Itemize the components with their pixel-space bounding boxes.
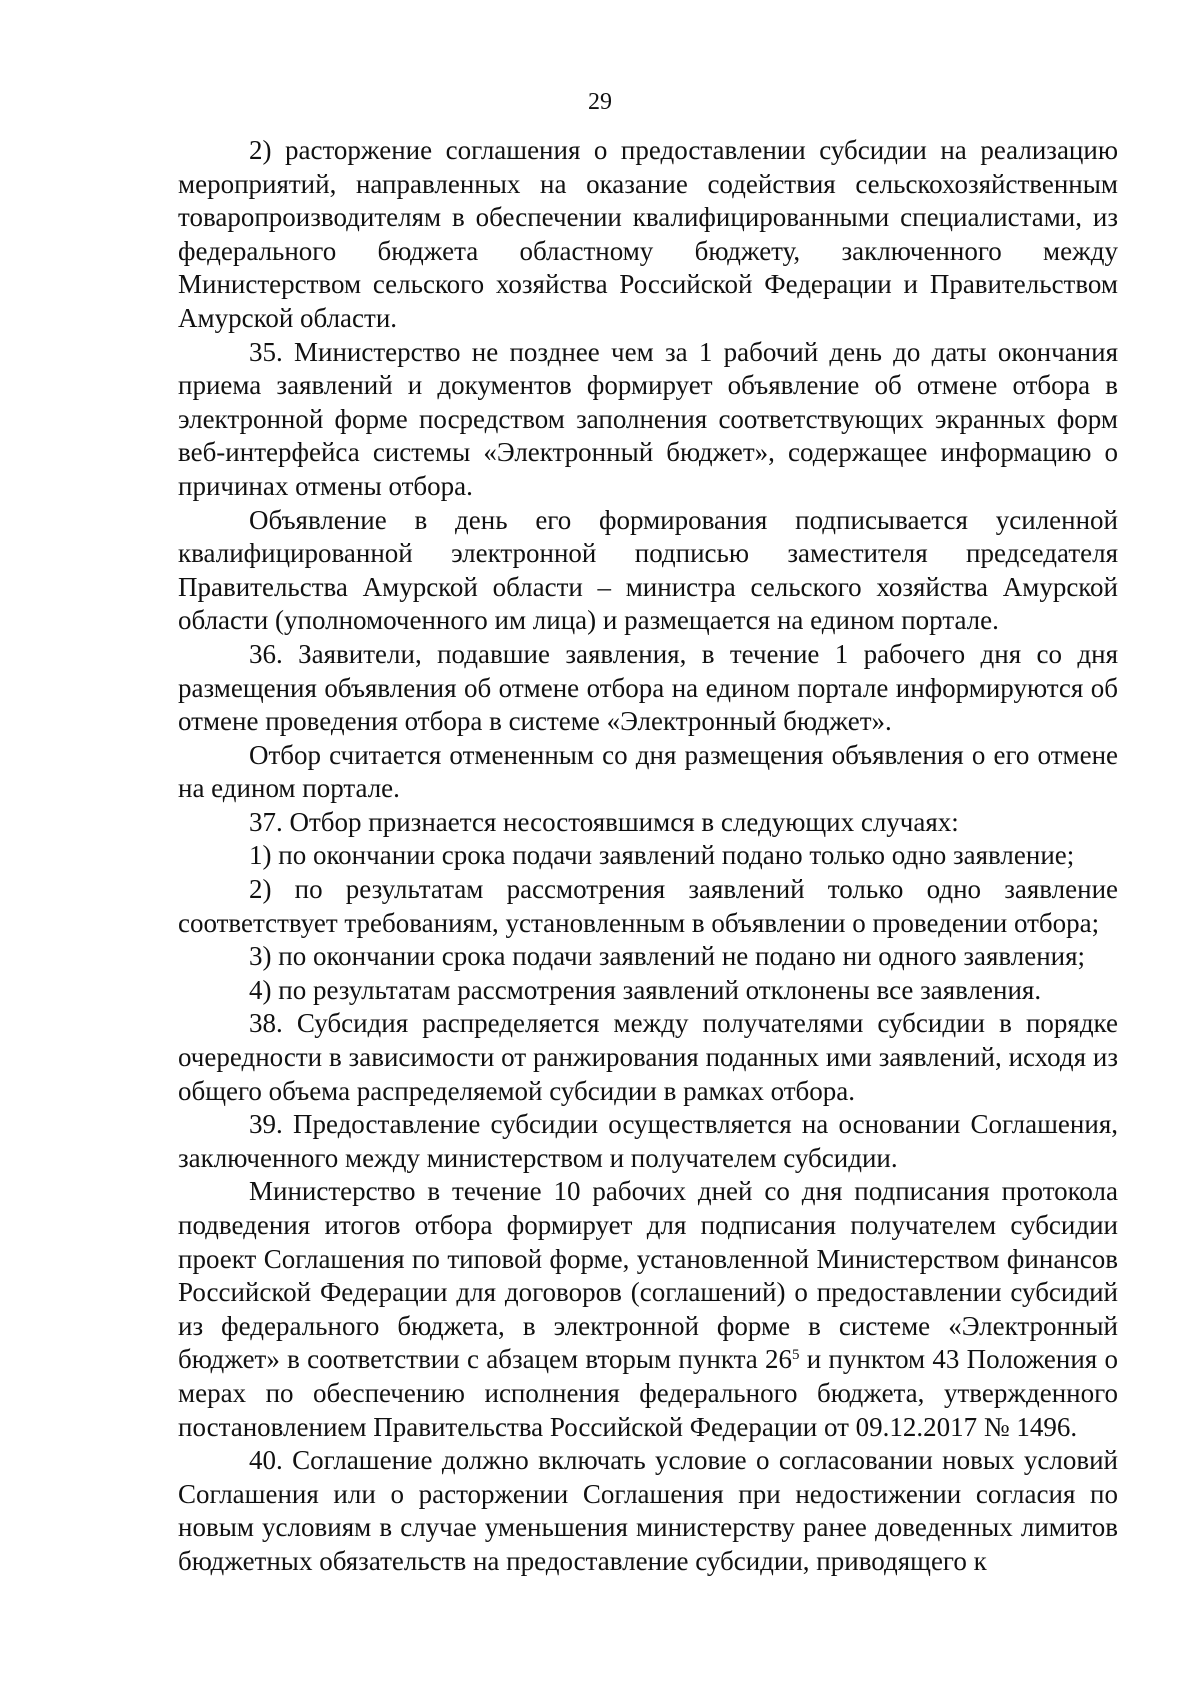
paragraph-agreement-text-end: и пунктом 43 Положения о мерах по обеспечению исполнения федерального бюджета, утвержденного постановлением Правительства Российской Федерации от 09.12.2017 № 1496. xyxy=(178,1344,1118,1442)
paragraph-35: 35. Министерство не позднее чем за 1 рабочий день до даты окончания приема заявлений и документов формирует объявление об отмене отбора в электронной форме посредством заполнения соответствующих экранных форм веб-интерфейса системы «Электронный бюджет», содержащее информацию о причинах отмены отбора. xyxy=(178,336,1118,501)
paragraph-agreement-text-start: Министерство в течение 10 рабочих дней со дня подписания протокола подведения итогов отбора формирует для подписания получателем субсидии проект Соглашения по типовой форме, установленной Министерством финансов Российской Федерации для договоров (соглашений) о предоставлении субсидий из федерального бюджета, в электронной форме в системе «Электронный бюджет» в соответствии с абзацем вторым пункта 26 xyxy=(178,1176,1118,1375)
paragraph-37: 37. Отбор признается несостоявшимся в следующих случаях: xyxy=(249,806,959,837)
list-item-37-2: 2) по результатам рассмотрения заявлений только одно заявление соответствует требованиям, установленным в объявлении о проведении отбора; xyxy=(178,874,1118,938)
paragraph-40: 40. Соглашение должно включать условие о согласовании новых условий Соглашения или о расторжении Соглашения при недостижении согласия по новым условиям в случае уменьшения министерству ранее доведенных лимитов бюджетных обязательств на предоставление субсидии, приводящего к xyxy=(178,1445,1118,1576)
paragraph-announcement-signing: Объявление в день его формирования подписывается усиленной квалифицированной электронной подписью заместителя председателя Правительства Амурской области – министра сельского хозяйства Амурской области (уполномоченного им лица) и размещается на едином портале. xyxy=(178,504,1118,636)
paragraph-agreement-preparation xyxy=(178,1175,1118,1444)
footnote-superscript: 5 xyxy=(791,1347,800,1364)
paragraph-39: 39. Предоставление субсидии осуществляется на основании Соглашения, заключенного между министерством и получателем субсидии. xyxy=(178,1109,1118,1173)
list-item-37-3: 3) по окончании срока подачи заявлений не подано ни одного заявления; xyxy=(249,941,1086,972)
paragraph-36: 36. Заявители, подавшие заявления, в течение 1 рабочего дня со дня размещения объявления об отмене отбора на едином портале информируются об отмене проведения отбора в системе «Электронный бюджет». xyxy=(178,638,1118,737)
paragraph-38: 38. Субсидия распределяется между получателями субсидии в порядке очередности в зависимости от ранжирования поданных ими заявлений, исходя из общего объема распределяемой субсидии в рамках отбора. xyxy=(178,1008,1118,1106)
paragraph-termination-agreement: 2) расторжение соглашения о предоставлении субсидии на реализацию мероприятий, направленных на оказание содействия сельскохозяйственным товаропроизводителям в обеспечении квалифицированными специалистами, из федерального бюджета областному бюджету, заключенного между Министерством сельского хозяйства Российской Федерации и Правительством Амурской области. xyxy=(178,135,1118,333)
document-body xyxy=(178,134,1118,1579)
paragraph-selection-cancelled: Отбор считается отмененным со дня размещения объявления о его отмене на едином портале. xyxy=(178,739,1118,804)
list-item-37-4: 4) по результатам рассмотрения заявлений отклонены все заявления. xyxy=(249,974,1042,1005)
list-item-37-1: 1) по окончании срока подачи заявлений подано только одно заявление; xyxy=(249,840,1075,871)
page-number: 29 xyxy=(588,89,612,115)
